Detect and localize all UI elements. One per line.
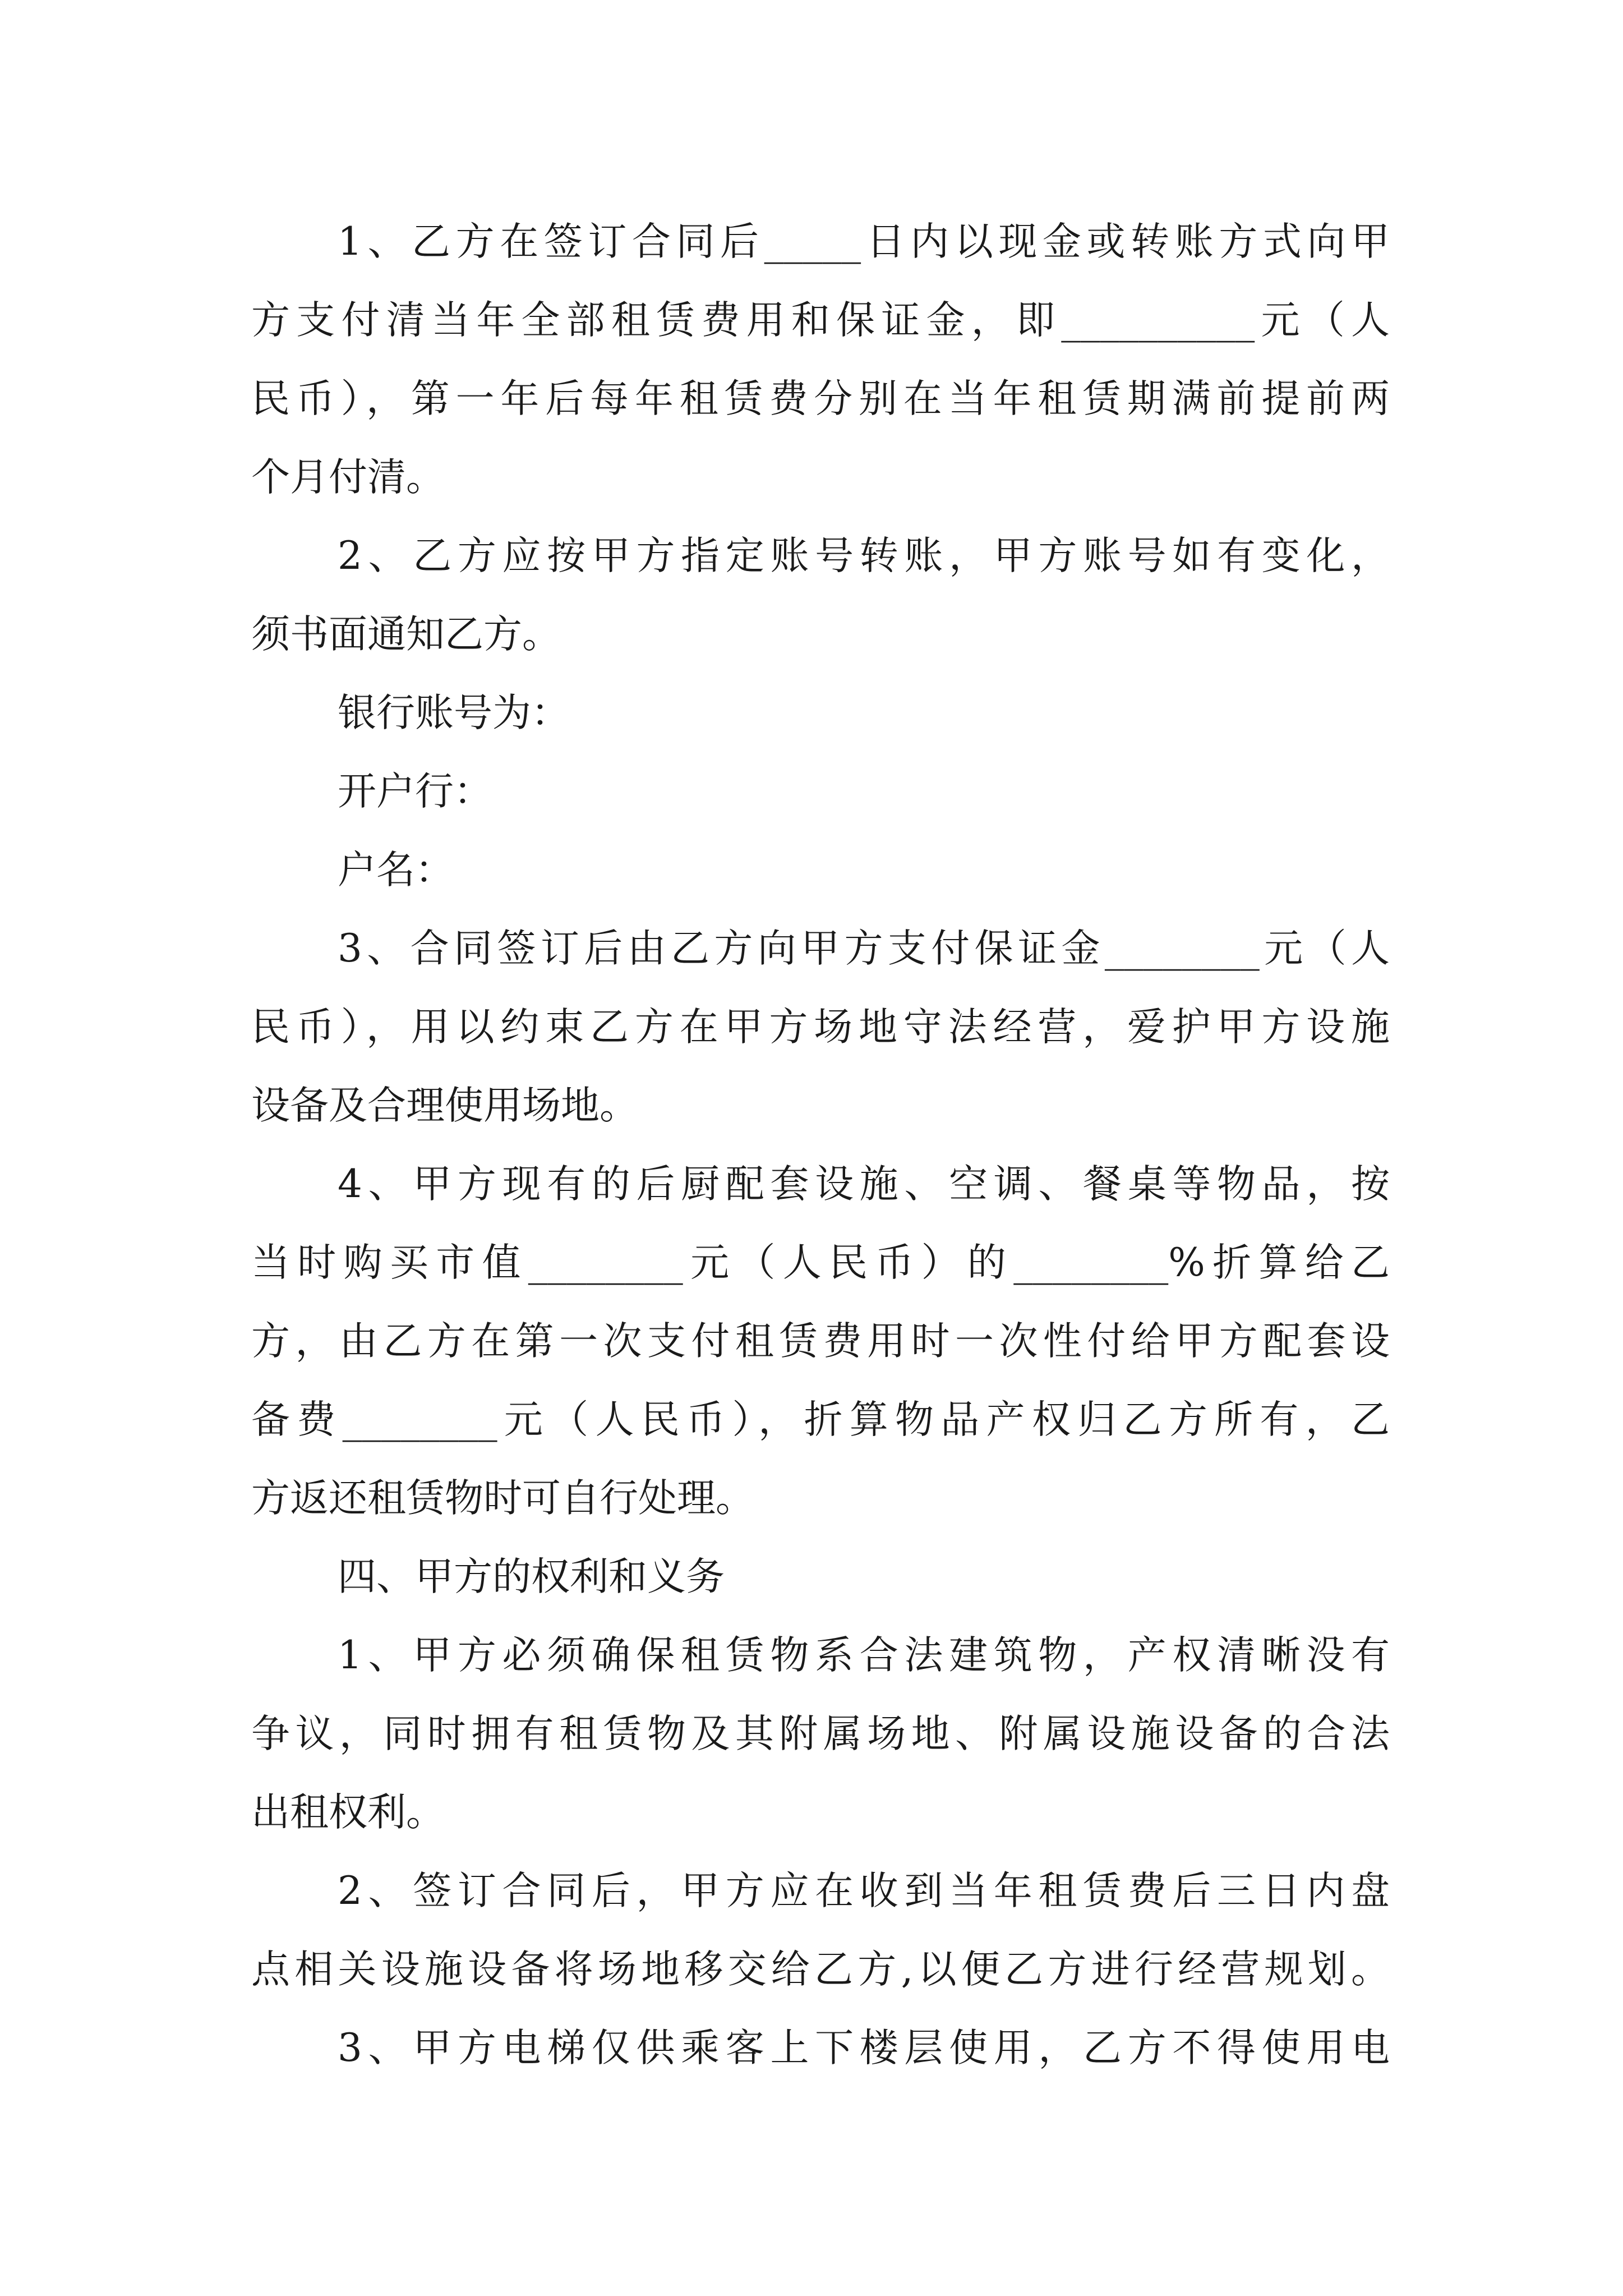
paragraph-line: 出租权利。 [251, 1790, 445, 1835]
paragraph-line: 3、甲方电梯仅供乘客上下楼层使用，乙方不得使用电 [338, 2026, 1390, 2070]
paragraph-line: 方返还租赁物时可自行处理。 [251, 1476, 754, 1521]
bank-account-label: 银行账号为： [338, 691, 570, 735]
paragraph-line: 方支付清当年全部租赁费用和保证金，即__________元（人 [251, 298, 1390, 343]
paragraph-line: 设备及合理使用场地。 [251, 1083, 638, 1128]
section-heading: 四、甲方的权利和义务 [338, 1554, 725, 1599]
paragraph-line: 4、甲方现有的后厨配套设施、空调、餐桌等物品，按 [338, 1162, 1390, 1207]
paragraph-line: 民币），第一年后每年租赁费分别在当年租赁期满前提前两 [251, 376, 1390, 421]
bank-name-label: 开户行： [338, 769, 492, 814]
paragraph-line: 2、乙方应按甲方指定账号转账，甲方账号如有变化， [338, 533, 1390, 578]
paragraph-line: 个月付清。 [251, 455, 445, 500]
paragraph-line: 争议，同时拥有租赁物及其附属场地、附属设施设备的合法 [251, 1711, 1390, 1756]
paragraph-line: 民币），用以约束乙方在甲方场地守法经营，爱护甲方设施 [251, 1005, 1390, 1050]
paragraph-line: 2、签订合同后，甲方应在收到当年租赁费后三日内盘 [338, 1869, 1390, 1913]
paragraph-line: 点相关设施设备将场地移交给乙方,以便乙方进行经营规划。 [251, 1947, 1390, 1992]
paragraph-line: 1、乙方在签订合同后_____日内以现金或转账方式向甲 [338, 219, 1390, 264]
paragraph-line: 1、甲方必须确保租赁物系合法建筑物，产权清晰没有 [338, 1633, 1390, 1678]
paragraph-line: 方，由乙方在第一次支付租赁费用时一次性付给甲方配套设 [251, 1319, 1390, 1364]
account-holder-label: 户名： [338, 848, 454, 892]
paragraph-line: 当时购买市值________元（人民币）的________%折算给乙 [251, 1240, 1390, 1285]
paragraph-line: 3、合同签订后由乙方向甲方支付保证金________元（人 [338, 926, 1390, 971]
paragraph-line: 备费________元（人民币），折算物品产权归乙方所有，乙 [251, 1397, 1390, 1442]
paragraph-line: 须书面通知乙方。 [251, 612, 561, 657]
